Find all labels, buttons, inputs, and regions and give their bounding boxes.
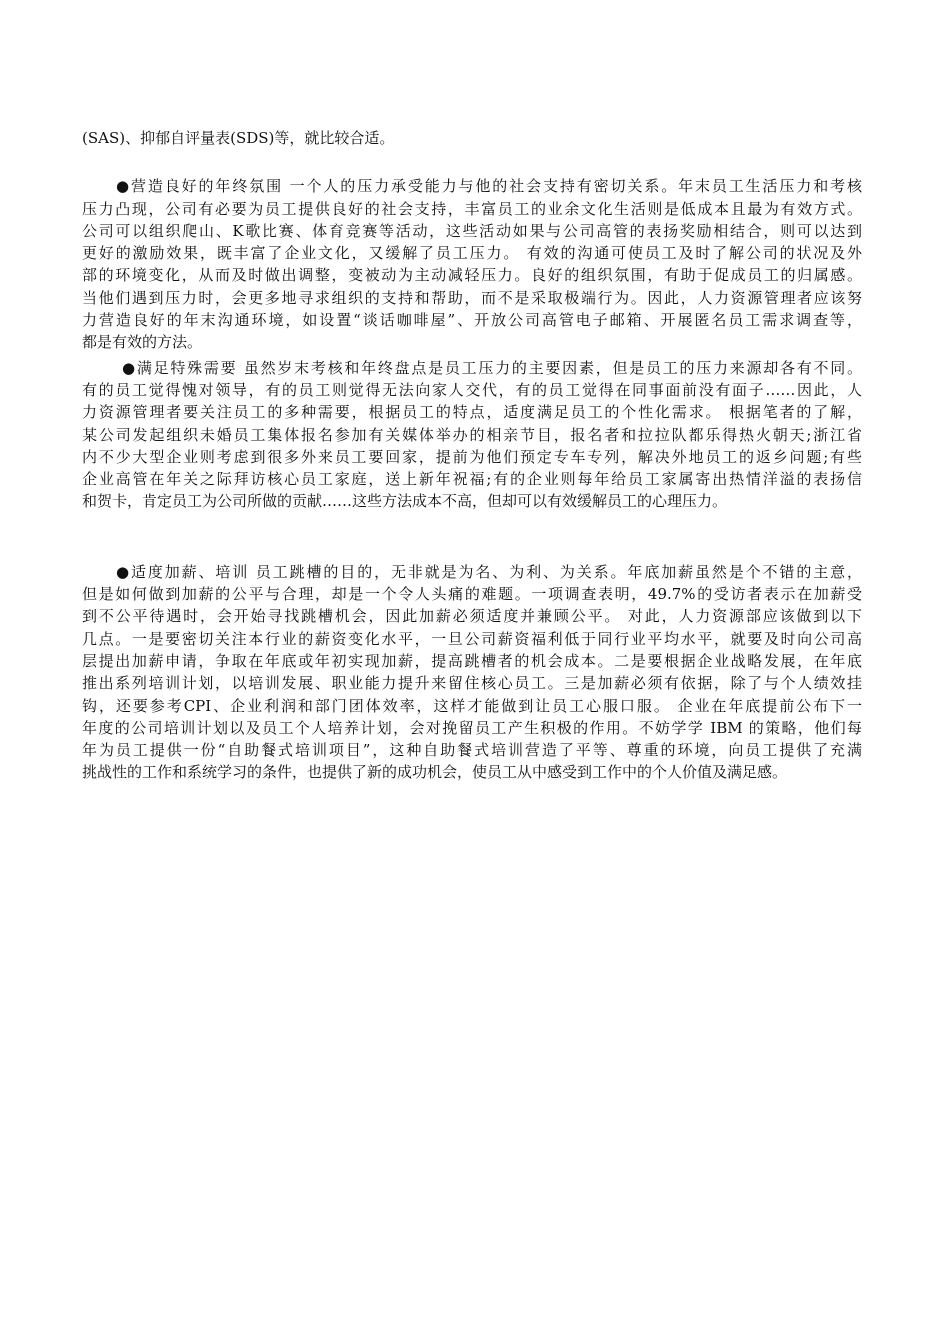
text-line: 挑战性的工作和系统学习的条件，也提供了新的成功机会，使员工从中感受到工作中的个人价值及满足感。 xyxy=(82,763,788,782)
text-line: 层提出加薪申请，争取在年底或年初实现加薪，提高跳槽者的机会成本。二是要根据企业战略发展，在年底 xyxy=(82,651,862,670)
text-line: 到不公平待遇时，会开始寻找跳槽机会，因此加薪必须适度并兼顾公平。 对此，人力资源部应该做到以下 xyxy=(82,607,862,626)
text-line: 几点。一是要密切关注本行业的薪资变化水平，一旦公司薪资福利低于同行业平均水平，就要及时向公司高 xyxy=(82,629,862,648)
text-line: 都是有效的方法。 xyxy=(82,333,203,352)
text-line: 年度的公司培训计划以及员工个人培养计划，会对挽留员工产生积极的作用。不妨学学 IBM 的策略，他们每 xyxy=(82,718,862,737)
text-line: (SAS)、抑郁自评量表(SDS)等，就比较合适。 xyxy=(82,129,395,147)
intro-paragraph xyxy=(82,127,862,149)
text-line: 钩，还要参考CPI、企业利润和部门团体效率，这样才能做到让员工心服口服。 企业在年底提前公布下一 xyxy=(82,696,862,715)
text-line: 年为员工提供一份“自助餐式培训项目”，这种自助餐式培训营造了平等、尊重的环境，向员工提供了充满 xyxy=(82,741,862,760)
text-line: 内不少大型企业则考虑到很多外来员工要回家，提前为他们预定专车专列，解决外地员工的返乡问题;有些 xyxy=(82,447,862,466)
text-line: 但是如何做到加薪的公平与合理，却是一个令人头痛的难题。一项调查表明，49.7%的受访者表示在加薪受 xyxy=(82,585,862,604)
document-page xyxy=(82,127,862,809)
text-line: 压力凸现，公司有必要为员工提供良好的社会支持，丰富员工的业余文化生活则是低成本且最为有效方式。 xyxy=(82,199,862,218)
text-line: 部的环境变化，从而及时做出调整，变被动为主动减轻压力。良好的组织氛围，有助于促成员工的归属感。 xyxy=(82,266,862,285)
text-line: 力资源管理者要关注员工的多种需要，根据员工的特点，适度满足员工的个性化需求。 根据笔者的了解， xyxy=(82,403,862,422)
text-line: 推出系列培训计划，以培训发展、职业能力提升来留住核心员工。三是加薪必须有依据，除了与个人绩效挂 xyxy=(82,674,862,693)
text-line: 有的员工觉得愧对领导，有的员工则觉得无法向家人交代，有的员工觉得在同事面前没有面子……因此，人 xyxy=(82,380,862,399)
text-line: 公司可以组织爬山、K歌比赛、体育竞赛等活动，这些活动如果与公司高管的表扬奖励相结合，则可以达到 xyxy=(82,221,862,240)
text-line: ●营造良好的年终氛围 一个人的压力承受能力与他的社会支持有密切关系。年末员工生活压力和考核 xyxy=(116,177,862,196)
paragraph-special-needs xyxy=(82,357,862,513)
text-line: 某公司发起组织未婚员工集体报名参加有关媒体举办的相亲节目，报名者和拉拉队都乐得热火朝天;浙江省 xyxy=(82,425,862,444)
text-line: 企业高管在年关之际拜访核心员工家庭，送上新年祝福;有的企业则每年给员工家属寄出热情洋溢的表扬信 xyxy=(82,470,862,489)
text-line: 和贺卡，肯定员工为公司所做的贡献……这些方法成本不高，但却可以有效缓解员工的心理压力。 xyxy=(82,492,728,511)
paragraph-year-end-atmosphere xyxy=(82,175,862,353)
text-line: 更好的激励效果，既丰富了企业文化，又缓解了员工压力。 有效的沟通可使员工及时了解公司的状况及外 xyxy=(82,244,862,263)
text-line: ●适度加薪、培训 员工跳槽的目的，无非就是为名、为利、为关系。年底加薪虽然是个不错的主意， xyxy=(116,562,862,581)
paragraph-raise-training xyxy=(82,561,862,784)
text-line: 力营造良好的年末沟通环境，如设置“谈话咖啡屋”、开放公司高管电子邮箱、开展匿名员工需求调查等， xyxy=(82,311,862,330)
text-line: 当他们遇到压力时，会更多地寻求组织的支持和帮助，而不是采取极端行为。因此，人力资源管理者应该努 xyxy=(82,288,862,307)
text-line: ●满足特殊需要 虽然岁末考核和年终盘点是员工压力的主要因素，但是员工的压力来源却各有不同。 xyxy=(122,358,862,377)
